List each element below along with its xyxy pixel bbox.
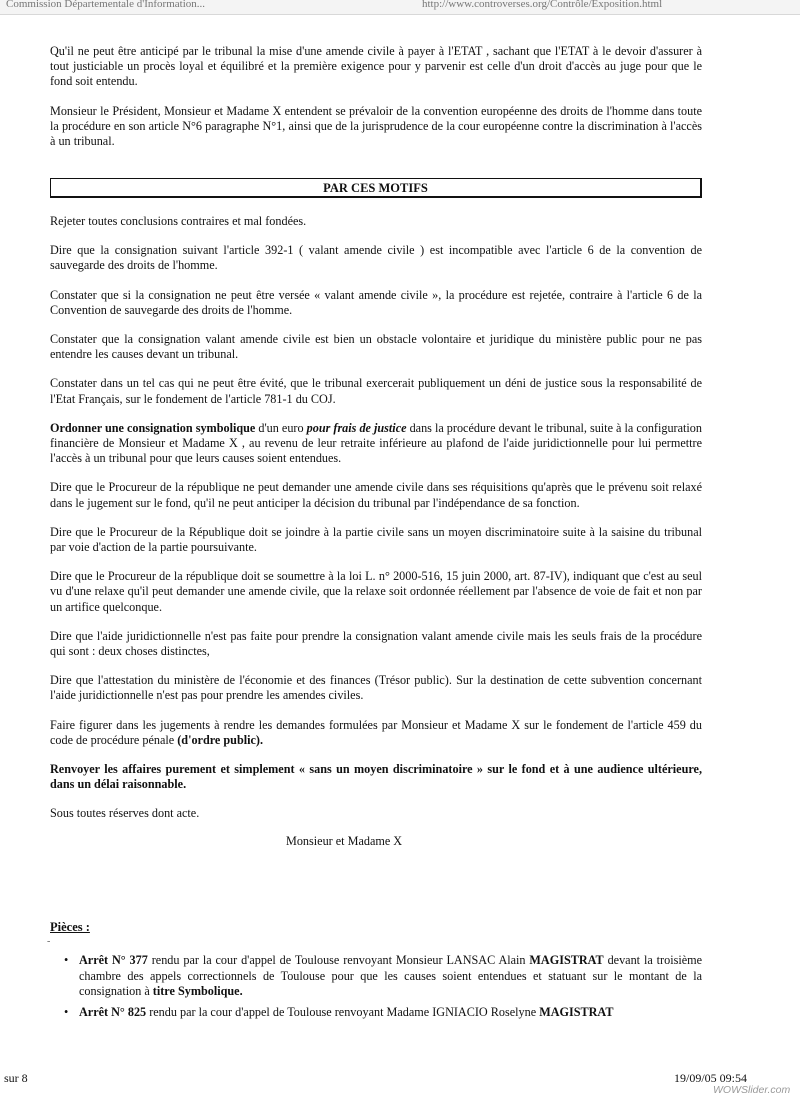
motif-6 [50, 421, 702, 467]
piece-text: rendu par la cour d'appel de Toulouse renvoyant Madame IGNIACIO Roselyne [146, 1004, 540, 1019]
piece-ref: Arrêt N° 377 [79, 953, 148, 967]
motif-5: Constater dans un tel cas qui ne peut être évité, que le tribunal exercerait publiquement un déni de justice sous la responsabilité de l'Etat Français, sur le fondement de l'article 781-1 du COJ. [50, 376, 702, 406]
motif-12-text: Faire figurer dans les jugements à rendre les demandes formulées par Monsieur et Madame X sur le fondement de l'article 459 du code de procédure pénale [50, 717, 702, 747]
piece-item [64, 1005, 702, 1021]
intro-paragraph-2: Monsieur le Président, Monsieur et Madame X entendent se prévaloir de la convention européenne des droits de l'homme dans toute la procédure en son article N°6 paragraphe N°1, ainsi que de la jurisprudence de la cour européenne contre la discrimination à l'accès à un tribunal. [50, 103, 702, 149]
motif-13: Renvoyer les affaires purement et simplement « sans un moyen discriminatoire » sur le fond et à une audience ultérieure, dans un délai raisonnable. [50, 762, 702, 792]
motif-3: Constater que si la consignation ne peut être versée « valant amende civile », la procédure est rejetée, contraire à l'article 6 de la Convention de sauvegarde des droits de l'homme. [50, 287, 702, 317]
document-body [50, 44, 702, 149]
piece-bold: MAGISTRAT [529, 953, 604, 967]
footer-datetime: 19/09/05 09:54 [674, 1071, 748, 1085]
bullet-icon: • [64, 1004, 69, 1019]
motif-12-bold: (d'ordre public). [177, 732, 264, 747]
intro-paragraph-1: Qu'il ne peut être anticipé par le tribunal la mise d'une amende civile à payer à l'ETAT , sachant que l'ETAT à le devoir d'assurer à tout justiciable un procès loyal et équilibré et la première exigence pour y parvenir est celle d'un droit d'accès au juge pour que le fond soit entendu. [50, 44, 702, 89]
piece-bold-2: titre Symbolique. [152, 984, 243, 998]
piece-text: rendu par la cour d'appel de Toulouse renvoyant Monsieur LANSAC Alain [147, 953, 530, 967]
motif-12 [50, 718, 702, 748]
motifs-list [50, 214, 702, 822]
section-title-box: PAR CES MOTIFS [50, 178, 702, 198]
header-url-text: http://www.controverses.org/Contrôle/Exposition.html [422, 0, 663, 10]
pieces-list [64, 953, 702, 1025]
motif-8: Dire que le Procureur de la République doit se joindre à la partie civile sans un moyen discriminatoire suite à la saisine du tribunal par voie d'action de la partie poursuivante. [50, 524, 702, 555]
pieces-dash: - [47, 936, 51, 947]
motif-10: Dire que l'aide juridictionnelle n'est pas faite pour prendre la consignation valant amende civile mais les seuls frais de la procédure qui sont : deux choses distinctes, [50, 628, 702, 659]
motif-9: Dire que le Procureur de la république doit se soumettre à la loi L. n° 2000-516, 15 juin 2000, art. 87-IV), indiquant que c'est au seul vu d'une relaxe qu'il peut demander une amende civile, que la relaxe soit ordonnée réellement par l'absence de voie de fait et non par un artifice quelconque. [50, 569, 702, 614]
motif-6-text-a: d'un euro [255, 420, 307, 435]
header-left-text: Commission Départementale d'Information... [6, 0, 206, 10]
motif-6-italic: pour frais de justice [306, 420, 407, 435]
footer-page-number: sur 8 [4, 1071, 28, 1085]
motif-6-bold: Ordonner une consignation symbolique [50, 420, 256, 435]
motif-11: Dire que l'attestation du ministère de l'économie et des finances (Trésor public). Sur la destination de cette subvention concernant l'aide juridictionnelle n'est pas pour prendre les amendes civiles. [50, 673, 702, 703]
piece-bold: MAGISTRAT [539, 1004, 614, 1019]
motif-1: Rejeter toutes conclusions contraires et mal fondées. [50, 214, 307, 228]
bullet-icon: • [64, 953, 69, 967]
watermark: WOWSlider.com [713, 1084, 791, 1096]
motif-14: Sous toutes réserves dont acte. [50, 806, 200, 821]
motif-6-text-b: dans la procédure devant le tribunal, suite à la configuration financière de Monsieur et Madame X , au revenu de leur retraite inférieure au plafond de l'aide juridictionnelle pour lui permettre l'accès à un tribunal pour que leurs causes soient entendues. [50, 420, 702, 466]
signature: Monsieur et Madame X [286, 834, 403, 848]
motif-2: Dire que la consignation suivant l'article 392-1 ( valant amende civile ) est incompatible avec l'article 6 de la convention de sauvegarde des droits de l'homme. [50, 243, 702, 273]
motif-7: Dire que le Procureur de la république ne peut demander une amende civile dans ses réquisitions qu'après que le prévenu soit relaxé dans le jugement sur le fond, qu'il ne peut anticiper la décision du tribunal par l'indépendance de sa fonction. [50, 480, 702, 510]
piece-ref: Arrêt N° 825 [79, 1004, 147, 1019]
piece-text-2: devant la troisième chambre des appels correctionnels de Toulouse pour que les causes soient entendues et statuant sur le montant de la consignation à [79, 953, 703, 998]
page-header-strip [0, 0, 800, 15]
motif-4: Constater que la consignation valant amende civile est bien un obstacle volontaire et juridique du ministère public pour ne pas entendre les causes devant un tribunal. [50, 332, 702, 362]
piece-item [64, 953, 702, 1000]
pieces-title: Pièces : [50, 920, 90, 934]
